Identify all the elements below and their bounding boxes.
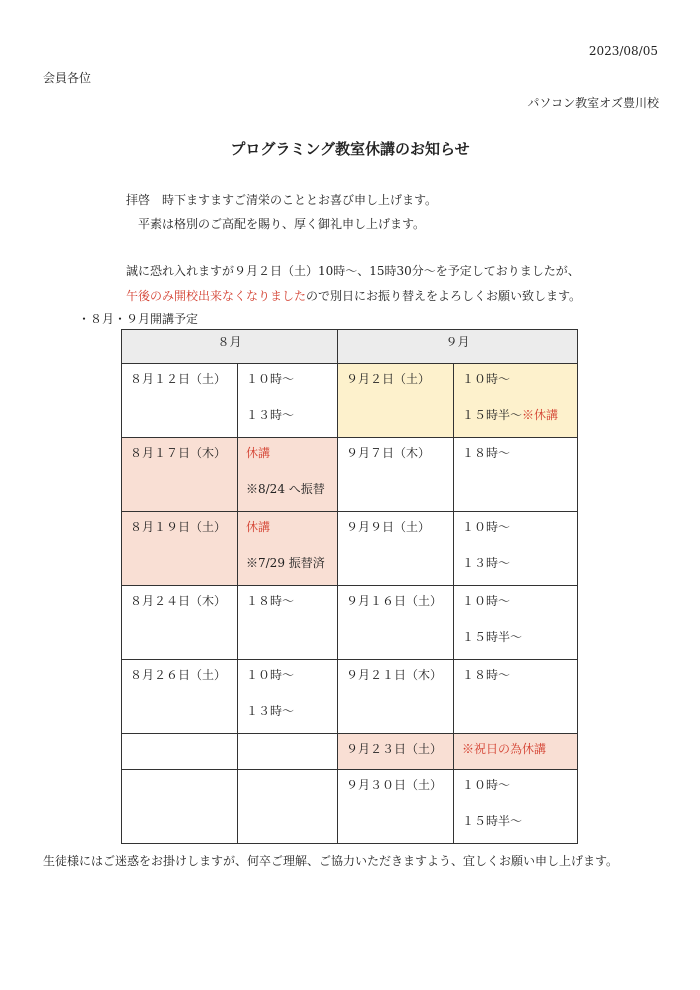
sep-time-cell: [454, 770, 578, 844]
sep-date-cell: [338, 438, 454, 512]
sep-date: ９月３０日（土）: [346, 778, 443, 792]
sep-date-cell: [338, 512, 454, 586]
sep-date-cell: [338, 586, 454, 660]
section-label: ・８月・９月開講予定: [78, 312, 199, 326]
sep-date: ９月１６日（土）: [346, 594, 443, 608]
sep-time-1: １８時～: [462, 446, 511, 460]
sep-date-cell: [338, 660, 454, 734]
aug-date-cell: [122, 660, 238, 734]
aug-time-2: １３時～: [246, 704, 295, 718]
aug-date: [130, 740, 229, 758]
aug-date: ８月１７日（木）: [130, 446, 227, 460]
aug-date-cell: [122, 770, 238, 844]
aug-time-2: [246, 628, 329, 646]
table-row: [122, 734, 578, 770]
aug-date: ８月１９日（土）: [130, 520, 227, 534]
table-row: [122, 512, 578, 586]
aug-time-2: １３時～: [246, 408, 295, 422]
sep-time-1: １８時～: [462, 668, 511, 682]
aug-time-1: [246, 740, 329, 758]
sep-time-2: １５時半～: [462, 814, 523, 828]
sep-time-1: １０時～: [462, 778, 511, 792]
aug-date-cell: [122, 438, 238, 512]
cancel-mark: ※休講: [522, 408, 559, 422]
aug-time-cell: [238, 438, 338, 512]
aug-time-1: １０時～: [246, 668, 295, 682]
sep-date: ９月９日（土）: [346, 520, 431, 534]
sep-date: ９月２３日（土）: [346, 742, 443, 756]
sep-date-cell: [338, 734, 454, 770]
aug-time-1: １０時～: [246, 372, 295, 386]
holiday-cancel-label: ※祝日の為休講: [462, 742, 547, 756]
aug-date: ８月２６日（土）: [130, 668, 227, 682]
sep-date-cell: [338, 770, 454, 844]
cancel-notice: 午後のみ開校出来なくなりました: [126, 289, 307, 303]
sep-time-cell: [454, 734, 578, 770]
sep-time-1: １０時～: [462, 372, 511, 386]
sender: パソコン教室オズ豊川校: [527, 96, 659, 110]
aug-time-2: ※8/24 へ振替: [246, 482, 325, 496]
aug-time-cell: [238, 512, 338, 586]
sep-date: ９月２日（土）: [346, 372, 431, 386]
aug-date: ８月１２日（土）: [130, 372, 227, 386]
aug-time-1: [246, 776, 329, 794]
aug-cancel-label: 休講: [246, 446, 271, 460]
table-header-row: [122, 330, 578, 364]
body-line-1: 誠に恐れ入れますが９月２日（土）10時～、15時30分～を予定しておりましたが、: [126, 264, 580, 278]
sep-time-1: １０時～: [462, 594, 511, 608]
table-row: [122, 364, 578, 438]
sep-time-2: １５時半～: [462, 630, 523, 644]
sep-time-2: [462, 480, 569, 498]
closing-text: 生徒様にはご迷惑をお掛けしますが、何卒ご理解、ご協力いただきますよう、宜しくお願い申し上げます。: [43, 854, 619, 868]
sep-time-cell: [454, 364, 578, 438]
aug-date: [130, 776, 229, 794]
sep-time-cell: [454, 660, 578, 734]
header-august: ８月: [122, 330, 338, 364]
aug-date-cell: [122, 586, 238, 660]
table-row: [122, 586, 578, 660]
sep-date: ９月７日（木）: [346, 446, 431, 460]
aug-cancel-label: 休講: [246, 520, 271, 534]
aug-time-2: ※7/29 振替済: [246, 556, 325, 570]
aug-time-cell: [238, 586, 338, 660]
aug-time-1: １８時～: [246, 594, 295, 608]
schedule-table: [121, 329, 578, 844]
aug-date-cell: [122, 734, 238, 770]
aug-date-cell: [122, 364, 238, 438]
document-date: 2023/08/05: [588, 44, 658, 58]
sep-time-cell: [454, 586, 578, 660]
greeting-line-1: 拝啓 時下ますますご清栄のこととお喜び申し上げます。: [126, 193, 438, 207]
sep-date-cell: [338, 364, 454, 438]
aug-time-cell: [238, 770, 338, 844]
body-line-2: [126, 287, 581, 304]
aug-time-cell: [238, 364, 338, 438]
sep-date: ９月２１日（木）: [346, 668, 443, 682]
page-title: プログラミング教室休講のお知らせ: [230, 140, 470, 158]
sep-time-2: [462, 702, 569, 720]
header-september: ９月: [338, 330, 578, 364]
greeting-line-2: 平素は格別のご高配を賜り、厚く御礼申し上げます。: [138, 217, 426, 231]
sep-time-cell: [454, 438, 578, 512]
table-row: [122, 660, 578, 734]
aug-time-cell: [238, 660, 338, 734]
recipient: 会員各位: [43, 71, 92, 85]
sep-time-2: １３時～: [462, 556, 511, 570]
table-row: [122, 438, 578, 512]
aug-date: ８月２４日（木）: [130, 594, 227, 608]
sep-time-1: １０時～: [462, 520, 511, 534]
sep-time-2-text: １５時半～: [462, 408, 523, 422]
aug-date-cell: [122, 512, 238, 586]
sep-time-cell: [454, 512, 578, 586]
aug-time-cell: [238, 734, 338, 770]
sep-time-2: [462, 406, 569, 424]
table-row: [122, 770, 578, 844]
body-line-2-rest: ので別日にお振り替えをよろしくお願い致します。: [306, 289, 582, 303]
